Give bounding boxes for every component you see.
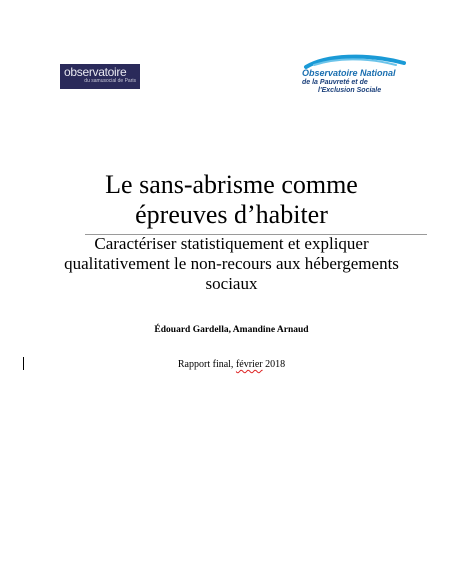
report-year: 2018	[262, 359, 286, 370]
subtitle-line-3: sociaux	[205, 274, 258, 293]
report-prefix: Rapport final,	[177, 359, 236, 370]
subtitle-line-1: Caractériser statistiquement et expliquer	[94, 234, 369, 253]
logo-right-line1: Observatoire National	[302, 68, 396, 78]
logo-left-name: observatoire	[64, 65, 127, 79]
document-authors: Édouard Gardella, Amandine Arnaud	[154, 325, 309, 335]
logo-right-line2: de la Pauvreté et de	[302, 79, 368, 86]
logo-left-subtitle: du samusocial de Paris	[84, 78, 136, 84]
report-month: février	[235, 359, 263, 370]
logo-right-line3: l'Exclusion Sociale	[318, 87, 382, 94]
title-line-1: Le sans-abrisme comme	[105, 170, 358, 199]
document-subtitle	[40, 234, 423, 294]
text-cursor	[23, 357, 24, 370]
document-title	[40, 170, 423, 230]
title-line-2: épreuves d’habiter	[135, 200, 328, 229]
report-date	[40, 359, 423, 370]
observatoire-samusocial-logo	[60, 64, 140, 89]
onpes-swoosh-icon	[296, 53, 408, 103]
subtitle-line-2: qualitativement le non-recours aux hébergements	[64, 254, 399, 273]
onpes-logo	[296, 53, 408, 103]
